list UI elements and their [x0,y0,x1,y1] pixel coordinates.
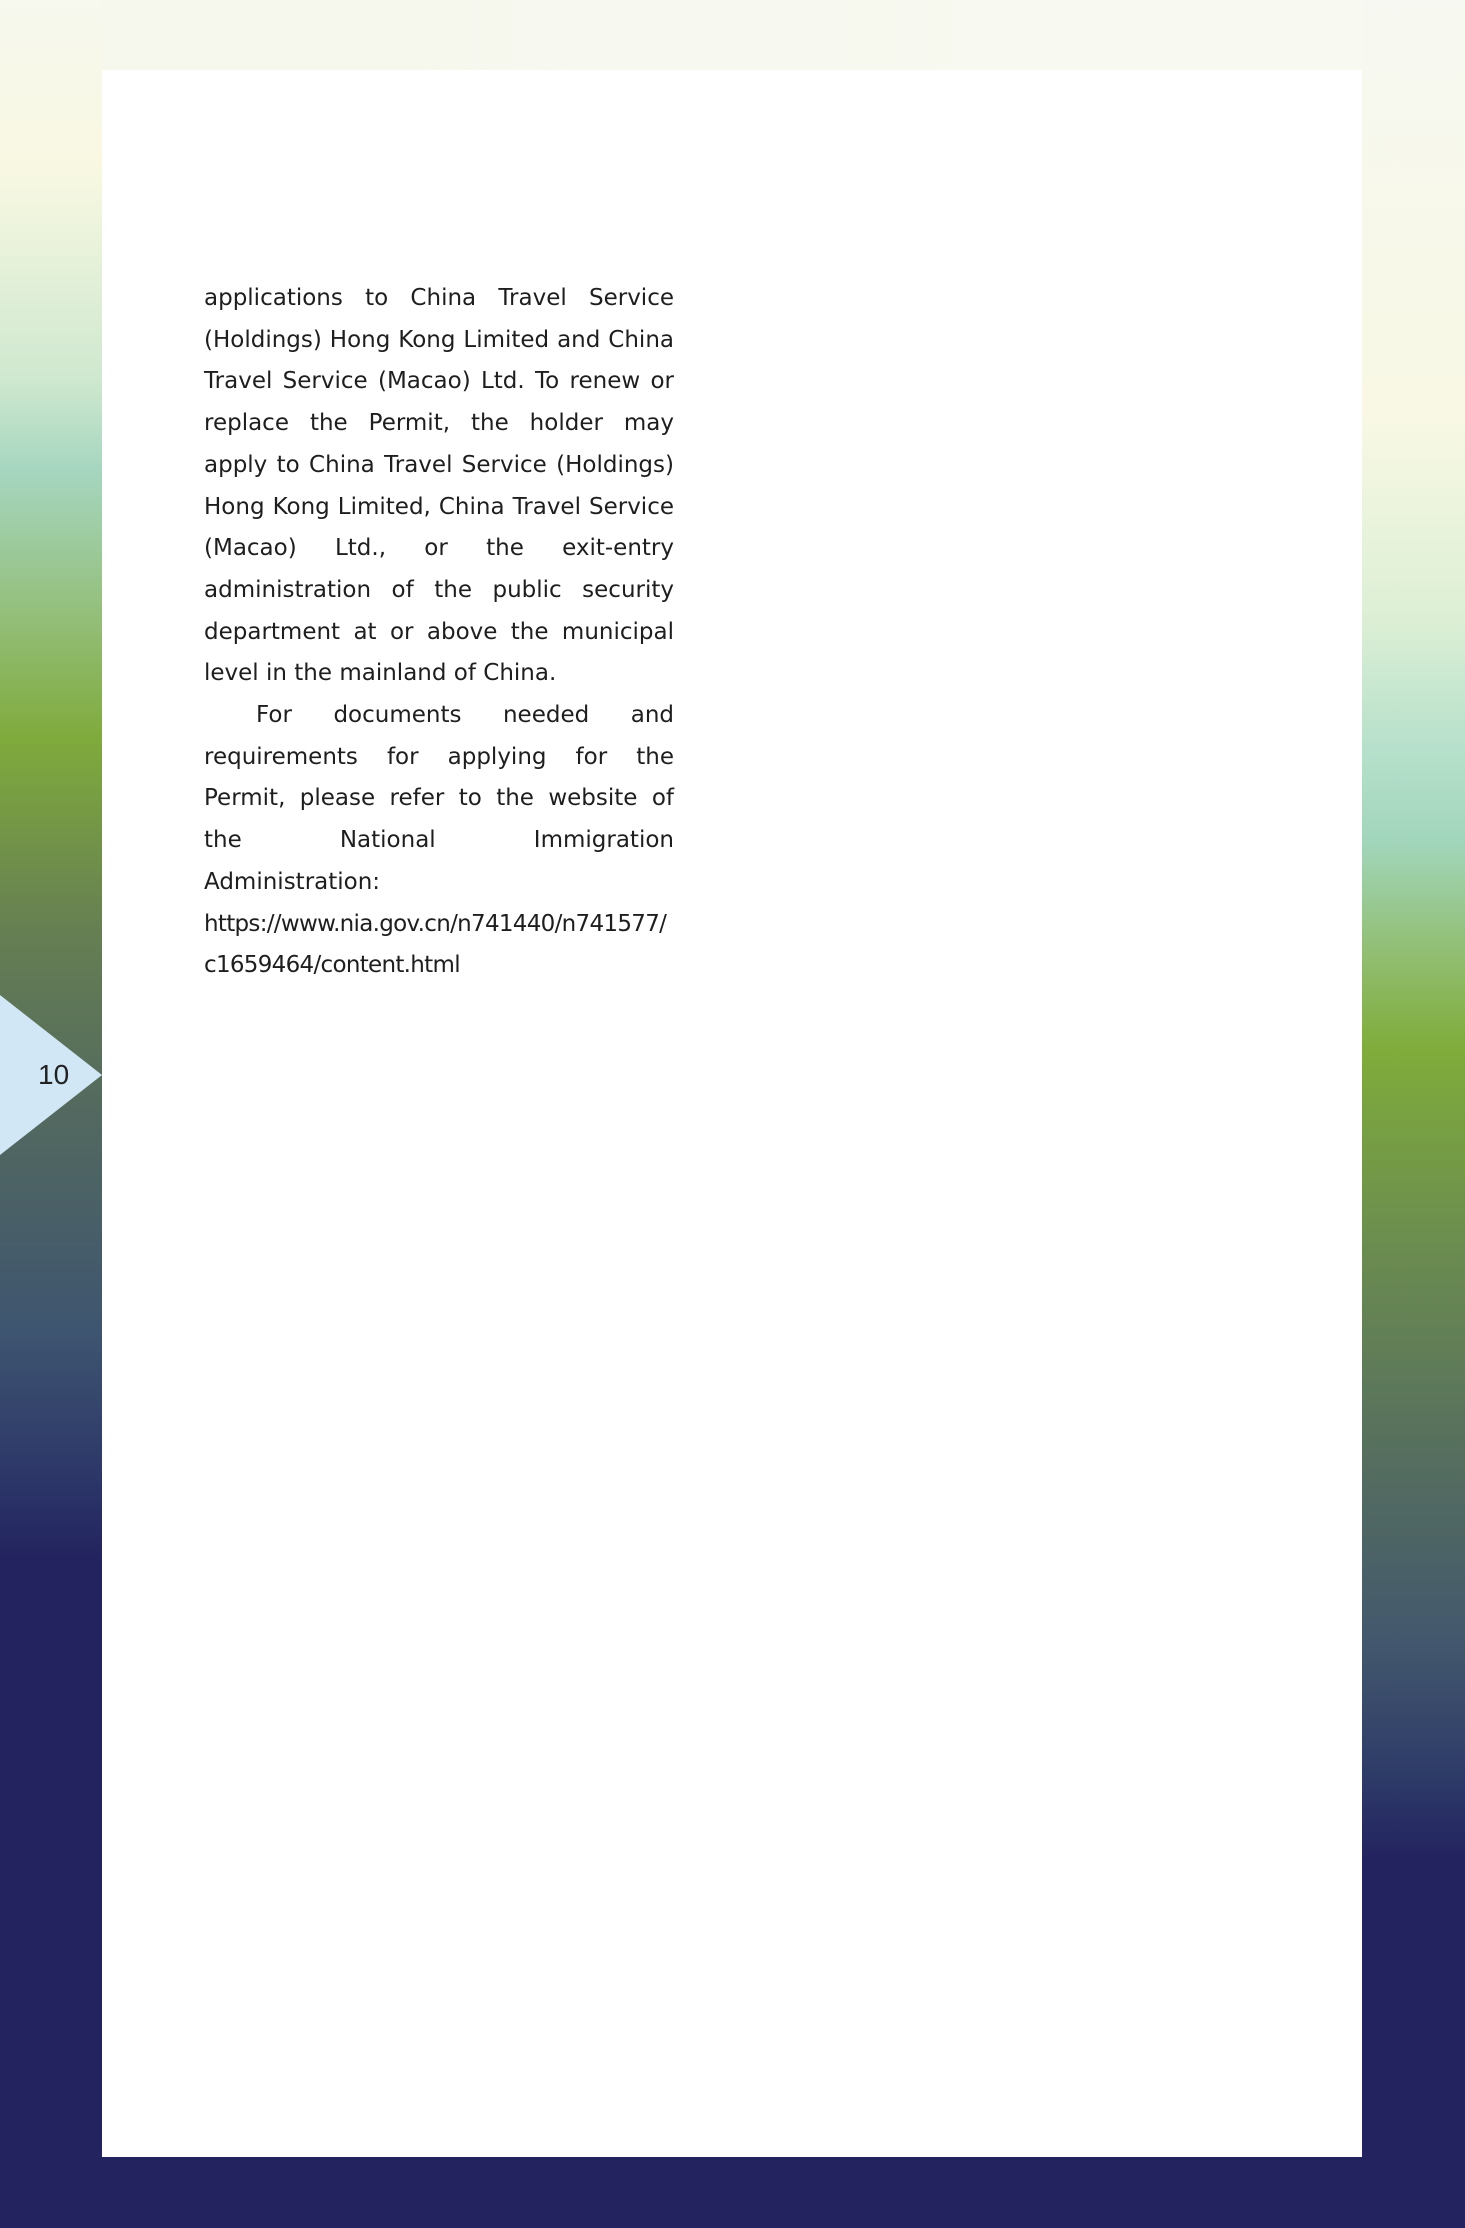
top-border [102,0,1362,70]
body-text [204,278,674,987]
website-link[interactable]: https://www.nia.gov.cn/n741440/n741577/c1659464/content.html [204,910,667,979]
paragraph-documents-needed [204,695,674,987]
page-number: 10 [38,1059,70,1090]
paragraph-permit-renewal: applications to China Travel Service (Holdings) Hong Kong Limited and China Travel Service (Macao) Ltd. To renew or replace the Permit, the holder may apply to China Travel Service (Holdings) Hong Kong Limited, China Travel Service (Macao) Ltd., or the exit-entry administration of the public security department at or above the municipal level in the mainland of China. [204,285,674,687]
paragraph-documents-text: For documents needed and requirements for applying for the Permit, please refer to the website of the National Immigration Administration: [204,702,674,895]
right-gradient-border [1362,0,1465,2228]
